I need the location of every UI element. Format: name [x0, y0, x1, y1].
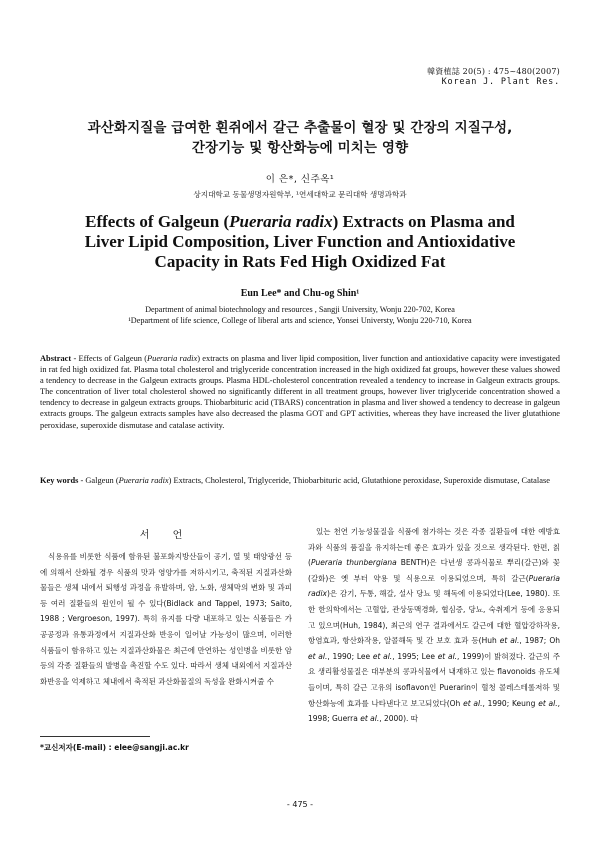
abstract-text-post: ) extracts on plasma and liver lipid composition, liver function and antioxidative capacity were investigated in rat fed high oxidized fat. Plasma total cholesterol and triglyceride concentration increased in the high oxidized fat groups, however these values showed a tendency to decrease in the Galgeun extracts groups. Plasma HDL-cholesterol concentration revealed a tendency to increase in Galgeun extracts groups. The concentration of liver total cholesterol showed no significantly different in all treatment groups, however liver triglyceride concentration showed a tendency to decrease in galgeun extracts groups. Thiobarbituric acid (TBARS) concentration in plasma and liver showed a tendency to decrease in galgeun extracts groups. The galgeun extracts samples have also decreased the plasma GOT and GPT activities, whereas they have increased the liver glutathione peroxidase, superoxide dismutase and catalase activity.	[40, 354, 560, 430]
english-affiliation-line-2: ¹Department of life science, College of liberal arts and science, Yonsei Universty, Wonju 220-710, Korea	[128, 316, 472, 325]
intro-left-paragraph: 식용유를 비롯한 식품에 함유된 불포화지방산들이 공기, 열 및 태양광선 등에 의해서 산화될 경우 식품의 맛과 영양가를 저하시키고, 축적된 지질과산화물들은 생체 내에서 퇴행성 과정을 유발하며, 암, 노화, 생체막의 변화 및 과피 등 여러 질환들의 원인이 될 수 있다(Bidlack and Tappel, 1973; Saito, 1988 ; Vergroeson, 1997). 특히 유지를 다량 내포하고 있는 식품들은 가공공정과 유통과정에서 지질과산화 반응이 일어날 가능성이 많으며, 이러한 식품들이 함유하고 있는 지질과산화물은 최근에 만연하는 성인병을 비롯한 암 등의 각종 질환들의 발병을 촉진할 수도 있다. 따라서 생체 내외에서 지질과산화반응을 억제하고 체내에서 축적된 과산화물질의 독성을 완화시켜줄 수	[40, 552, 292, 686]
keywords-species: Pueraria radix	[118, 476, 169, 485]
english-authors: Eun Lee* and Chu-og Shin¹	[240, 288, 360, 299]
english-title-line-3: Capacity in Rats Fed High Oxidized Fat	[154, 252, 446, 271]
abstract-species: Pueraria radix	[147, 354, 198, 363]
intro-left-column	[40, 549, 292, 689]
abstract	[40, 353, 560, 431]
abstract-text-pre: - Effects of Galgeun (	[71, 354, 148, 363]
keywords-text-pre: - Galgeun (	[78, 476, 119, 485]
intro-text: , 2000). 따	[379, 714, 419, 724]
intro-italic: et al.	[360, 714, 380, 724]
korean-affiliation: 상지대학교 동물생명자원학부, ¹연세대학교 문리대학 생명과학과	[193, 190, 407, 199]
intro-italic: et al.	[463, 698, 483, 708]
korean-title-line-2: 간장기능 및 항산화능에 미치는 영향	[191, 140, 409, 156]
footnote-divider	[40, 736, 150, 737]
keywords	[40, 475, 560, 487]
english-title-part-1: Effects of Galgeun (	[85, 212, 230, 231]
english-title-part-2: ) Extracts on Plasma and	[332, 212, 515, 231]
intro-right-paragraph	[308, 524, 560, 727]
keywords-text-post: ) Extracts, Cholesterol, Triglyceride, Thiobarbituric acid, Glutathione peroxidase, Superoxide dismutase, Catalase	[168, 476, 550, 485]
english-title-line-1	[40, 212, 560, 232]
journal-reference: 韓資植誌 20(5) : 475~480(2007)	[427, 67, 560, 76]
korean-title	[40, 118, 560, 158]
intro-text: )은 감기, 두통, 해갈, 설사 당뇨 및 해독에 이용되었다(Lee, 1980). 또한 한의학에서는 고혈압, 관상동맥경화, 협심증, 당뇨, 숙취제거 등에 응용되고 있으며(Huh, 1984), 최근의 연구 결과에서도 갈근에 대한 혈압강하작용, 항염효과, 항산화작용, 알콜해독 및 간 보호 효과 등(Huh	[308, 589, 560, 646]
journal-name: Korean J. Plant Res.	[441, 77, 560, 87]
intro-text: , 1995; Lee	[392, 651, 438, 661]
abstract-label: Abstract	[40, 354, 72, 363]
page-number: - 475 -	[286, 800, 314, 809]
keywords-label: Key words	[40, 476, 79, 485]
english-affiliation-line-1: Department of animal biotechnology and resources , Sangji University, Wonju 220-702, Korea	[145, 305, 455, 314]
intro-italic: et al.	[437, 651, 458, 661]
corresponding-author-footnote: *교신저자(E-mail) : elee@sangji.ac.kr	[40, 743, 189, 752]
english-title	[40, 212, 560, 272]
intro-text: 있는 천연 기능성물질을 식품에 첨가하는 것은 각종 질환들에 대한 예방효과와 식품의 품질을 유지하는데 좋은 효과가 있을 것으로 생각된다. 한편, 칡(	[308, 527, 560, 568]
intro-text: , 1990; Keung	[482, 698, 539, 708]
section-heading-introduction: 서 언	[139, 530, 193, 541]
journal-header	[427, 66, 560, 88]
korean-authors: 이 은*, 신주옥¹	[265, 174, 335, 185]
intro-right-column	[308, 524, 560, 727]
intro-italic: et al.	[308, 651, 328, 661]
english-title-line-2: Liver Lipid Composition, Liver Function and Antioxidative	[84, 232, 516, 251]
english-title-species: Pueraria radix	[229, 212, 333, 231]
intro-italic: et al.	[538, 698, 558, 708]
korean-title-line-1: 과산화지질을 급여한 흰쥐에서 갈근 추출물이 혈장 및 간장의 지질구성,	[87, 120, 513, 136]
intro-italic: Pueraria radix	[308, 573, 560, 599]
intro-text: , 1990; Lee	[327, 651, 373, 661]
intro-text: , 1987; Oh	[519, 636, 560, 646]
english-affiliation	[0, 304, 600, 326]
intro-italic: et al.	[499, 636, 520, 646]
intro-text: BENTH)은 다년생 콩과식물로 뿌리(갈근)와 꽃(갈화)은 옛 부터 약용 및 식용으로 이용되었으며, 특히 갈근(	[308, 558, 561, 583]
intro-italic: et al.	[372, 651, 393, 661]
intro-italic: Pueraria thunbergiana	[310, 558, 397, 568]
intro-text: , 1999)이 밝혀졌다. 갈근의 주요 생리활성물질은 대부분의 콩과식물에서 내재하고 있는 flavonoids 유도체들이며, 특히 갈근 고유의 isoflavon인 Puerarin이 혈청 콜레스테롤저하 및 항산화능에 효과를 나타낸다고 보고되었다(Oh	[308, 651, 560, 708]
intro-text: , 1998; Guerra	[308, 698, 560, 724]
